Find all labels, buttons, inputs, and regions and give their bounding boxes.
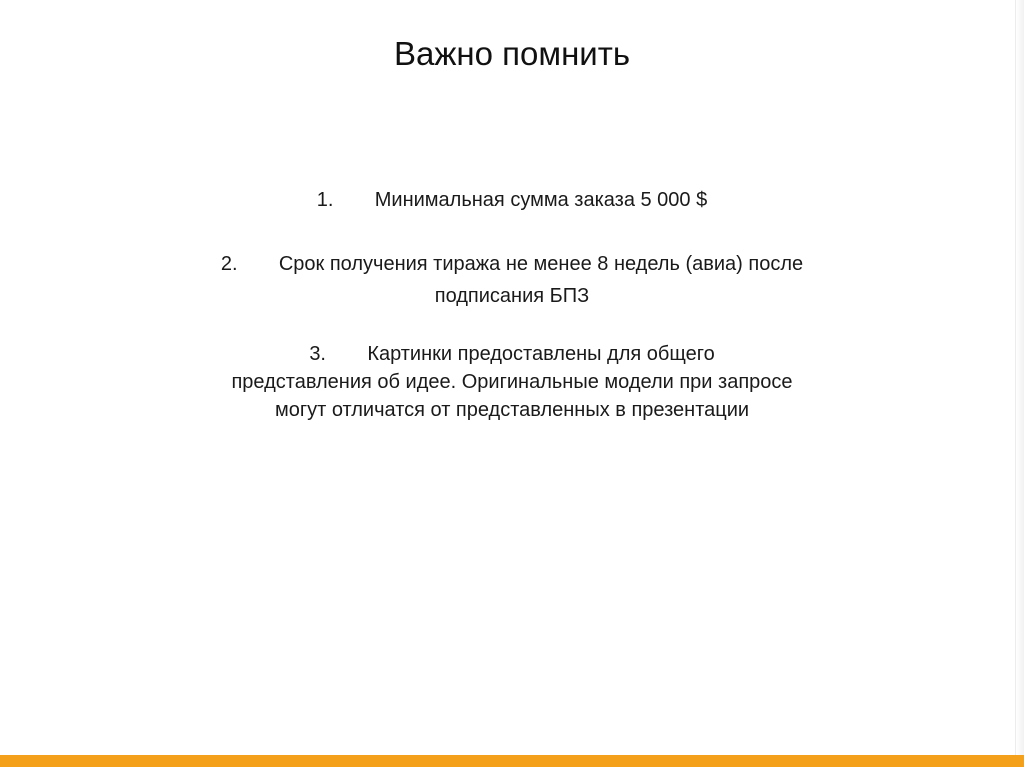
list-item-number: 3. (309, 343, 326, 365)
list-item (0, 250, 1024, 310)
list-item-number: 1. (316, 189, 334, 211)
list-item-line (0, 186, 1024, 214)
list-item-text-continued: представления об идее. Оригинальные модели при запросе (231, 371, 793, 393)
bottom-accent-bar (0, 755, 1024, 767)
list-item-number: 2. (220, 253, 238, 275)
list-item-line (0, 340, 1024, 368)
list-item-text: Картинки предоставлены для общего (367, 343, 715, 365)
list-item-text-continued: подписания БПЗ (434, 285, 590, 307)
list-item (0, 186, 1024, 214)
list-item-text: Минимальная сумма заказа 5 000 $ (374, 189, 708, 211)
list-item (0, 340, 1024, 424)
list-item-text-continued: могут отличатся от представленных в презентации (274, 399, 750, 421)
list-item-text: Срок получения тиража не менее 8 недель (авиа) после (278, 253, 804, 275)
slide-title: Важно помнить (393, 35, 631, 72)
list-item-line (0, 250, 1024, 278)
